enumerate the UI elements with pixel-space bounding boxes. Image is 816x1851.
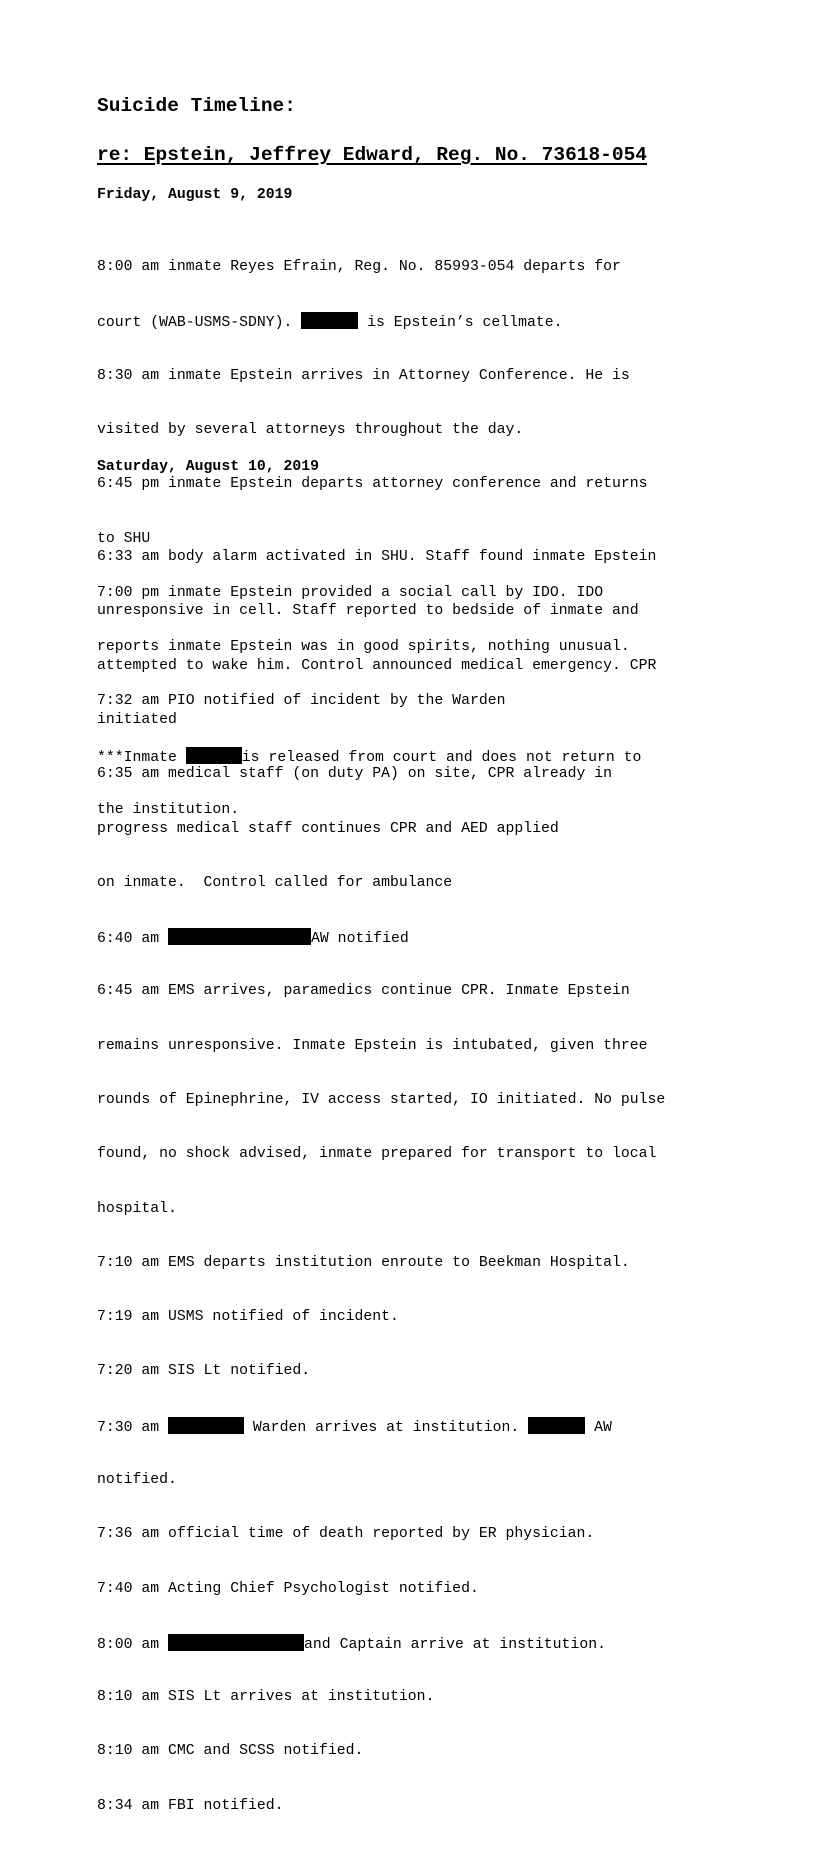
- timeline-line: 8:00 am inmate Reyes Efrain, Reg. No. 85993-054 departs for: [97, 259, 621, 276]
- timeline-line: notified.: [97, 1471, 177, 1488]
- timeline-line: 7:40 am Acting Chief Psychologist notified.: [97, 1580, 479, 1597]
- timeline-line: 7:00 pm inmate Epstein provided a social call by IDO. IDO: [97, 584, 604, 601]
- timeline-line: 7:36 am official time of death reported by ER physician.: [97, 1526, 595, 1543]
- timeline-line: 8:10 am CMC and SCSS notified.: [97, 1743, 364, 1760]
- timeline-line: progress medical staff continues CPR and AED applied: [97, 820, 559, 837]
- timeline-line: 7:32 am PIO notified of incident by the Warden: [97, 693, 506, 710]
- timeline-line: 7:20 am SIS Lt notified.: [97, 1363, 311, 1380]
- timeline-line: reports inmate Epstein was in good spirits, nothing unusual.: [97, 639, 630, 656]
- timeline-line: rounds of Epinephrine, IV access started, IO initiated. No pulse: [97, 1092, 666, 1108]
- saturday-timeline: [97, 512, 665, 1851]
- timeline-line: attempted to wake him. Control announced medical emergency. CPR: [97, 657, 657, 674]
- redaction-box: [168, 1417, 244, 1434]
- redaction-box: [528, 1417, 585, 1434]
- timeline-line: 8:30 am inmate Epstein arrives in Attorney Conference. He is: [97, 367, 630, 384]
- timeline-line: unresponsive in cell. Staff reported to bedside of inmate and: [97, 603, 639, 620]
- timeline-line: 6:45 pm inmate Epstein departs attorney conference and returns: [97, 476, 648, 493]
- timeline-text: 7:30 am: [97, 1419, 169, 1436]
- timeline-line: found, no shock advised, inmate prepared for transport to local: [97, 1146, 657, 1163]
- redaction-box: [168, 928, 311, 945]
- timeline-line: initiated: [97, 712, 177, 729]
- day-heading-friday: Friday, August 9, 2019: [97, 187, 293, 203]
- timeline-text: ***Inmate: [97, 749, 186, 766]
- timeline-text: court (WAB-USMS-SDNY).: [97, 315, 302, 332]
- timeline-line: 6:33 am body alarm activated in SHU. Staff found inmate Epstein: [97, 549, 657, 566]
- timeline-line: on inmate. Control called for ambulance: [97, 874, 453, 891]
- timeline-line: 7:10 am EMS departs institution enroute to Beekman Hospital.: [97, 1254, 630, 1271]
- document-subject: re: Epstein, Jeffrey Edward, Reg. No. 73618-054: [97, 144, 647, 166]
- timeline-line: [97, 928, 665, 946]
- timeline-line: 6:45 am EMS arrives, paramedics continue CPR. Inmate Epstein: [97, 983, 630, 1000]
- timeline-text: 6:40 am: [97, 931, 169, 948]
- timeline-line: 8:10 am SIS Lt arrives at institution.: [97, 1689, 435, 1706]
- document-title: Suicide Timeline:: [97, 95, 296, 117]
- timeline-text: and Captain arrive at institution.: [304, 1636, 606, 1653]
- timeline-line: the institution.: [97, 802, 240, 818]
- redaction-box: [168, 1634, 304, 1651]
- timeline-line: [97, 1417, 665, 1435]
- timeline-line: to SHU: [97, 530, 151, 547]
- timeline-text: Warden arrives at institution.: [244, 1419, 529, 1436]
- timeline-text: AW notified: [311, 931, 409, 948]
- day-heading-saturday: Saturday, August 10, 2019: [97, 459, 319, 475]
- timeline-line: [97, 312, 648, 330]
- timeline-line: 7:19 am USMS notified of incident.: [97, 1309, 399, 1326]
- timeline-line: 6:35 am medical staff (on duty PA) on site, CPR already in: [97, 766, 613, 783]
- timeline-text: is Epstein’s cellmate.: [358, 315, 563, 332]
- timeline-line: remains unresponsive. Inmate Epstein is intubated, given three: [97, 1037, 648, 1054]
- timeline-text: is released from court and does not return to: [241, 749, 642, 766]
- timeline-line: [97, 1634, 665, 1652]
- timeline-text: 8:00 am: [97, 1636, 169, 1653]
- timeline-text: AW: [585, 1419, 612, 1436]
- timeline-line: visited by several attorneys throughout the day.: [97, 422, 524, 439]
- timeline-line: hospital.: [97, 1200, 177, 1217]
- timeline-line: 8:34 am FBI notified.: [97, 1797, 284, 1814]
- redaction-box: [301, 312, 358, 329]
